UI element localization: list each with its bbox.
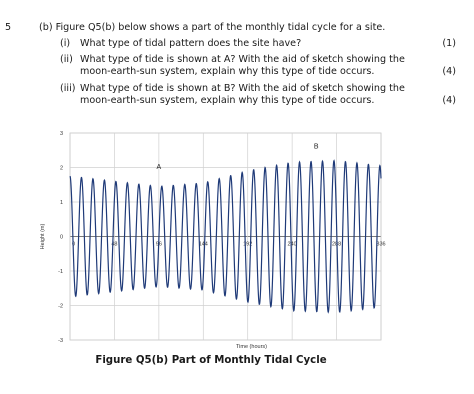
figure-caption: Figure Q5(b) Part of Monthly Tidal Cycle [95,355,327,366]
y-tick-label: 1 [59,200,63,206]
x-tick-label: 0 [72,241,76,248]
y-tick-label: -3 [58,338,63,344]
y-axis-label: Height (m) [40,223,46,250]
part-i-line-1: What type of tidal pattern does the site have? [80,38,302,49]
x-tick-label: 48 [111,241,118,248]
x-tick-label: 144 [198,241,208,248]
x-tick-label: 336 [376,241,386,248]
x-tick-label: 240 [287,241,297,248]
x-tick-label: 288 [331,241,342,248]
x-tick-label: 192 [243,241,253,248]
part-i-label: (i) [60,38,71,49]
part-ii-label: (ii) [60,54,73,65]
y-tick-label: -1 [58,269,63,275]
part-iii-line-1: What type of tide is shown at B? With the aid of sketch showing the [80,83,405,94]
annotation-label: B [313,143,319,151]
part-iii-line-2: moon-earth-sun system, explain why this type of tide occurs. [80,95,375,106]
y-tick-label: 2 [59,165,63,172]
y-tick-label: -2 [58,303,63,310]
part-ii-line-2: moon-earth-sun system, explain why this type of tide occurs. [80,66,375,77]
x-axis-label: Time (hours) [236,344,267,350]
part-i-marks: (1) [442,38,456,49]
question-intro: (b) Figure Q5(b) below shows a part of the monthly tidal cycle for a site. [39,22,386,33]
annotation-label: A [156,164,162,172]
question-number: 5 [5,22,12,33]
x-tick-label: 96 [155,241,162,248]
part-ii-line-1: What type of tide is shown at A? With the aid of sketch showing the [80,54,405,65]
part-ii-marks: (4) [442,66,456,77]
part-iii-marks: (4) [442,95,456,106]
y-tick-label: 3 [59,131,63,137]
part-iii-label: (iii) [60,83,76,94]
y-tick-label: 0 [59,234,63,241]
